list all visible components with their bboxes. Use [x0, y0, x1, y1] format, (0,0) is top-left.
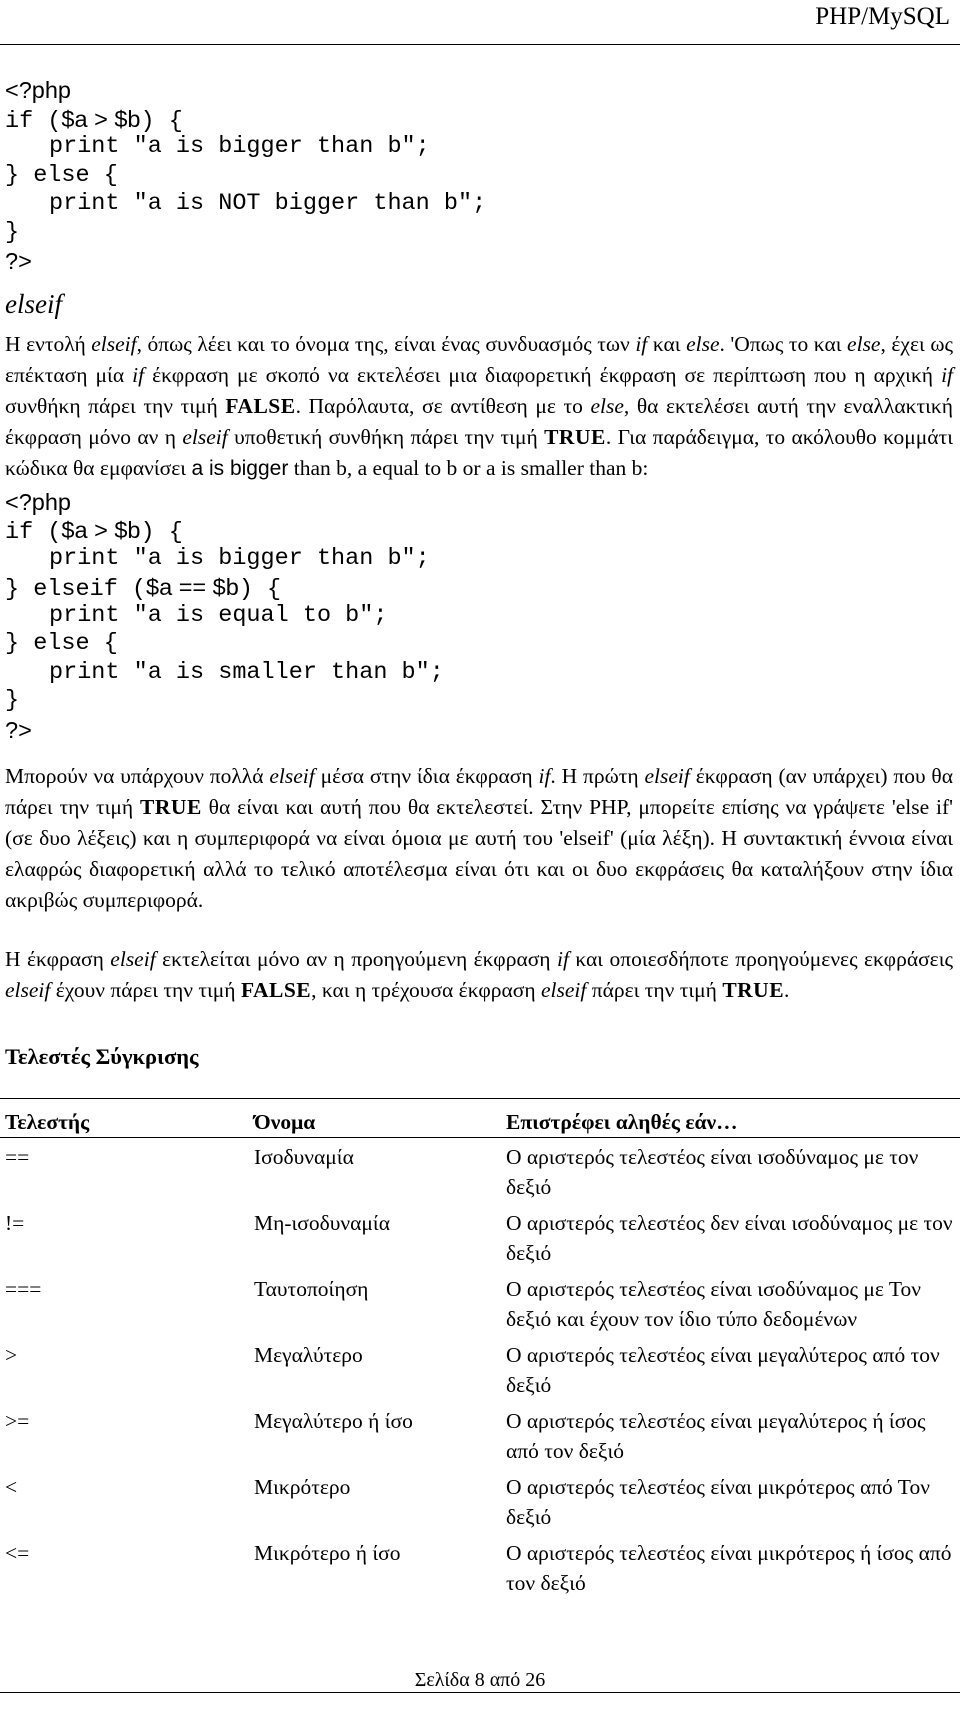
- code-token: $a > $b: [61, 517, 141, 543]
- description-cell: Ο αριστερός τελεστέος δεν είναι ισοδύναμος με τον δεξιό: [506, 1211, 953, 1265]
- text-run: if: [538, 764, 551, 788]
- name-cell: Μεγαλύτερο ή ίσο: [254, 1409, 413, 1433]
- text-run: else: [590, 393, 624, 418]
- text-run: elseif: [110, 947, 156, 971]
- text-run: elseif: [540, 978, 587, 1002]
- text-run: . Παρόλαυτα, σε αντίθεση με το: [295, 393, 591, 418]
- text-run: if: [556, 947, 569, 971]
- text-run: if: [941, 362, 954, 387]
- code-line: print "a is NOT bigger than b";: [49, 190, 487, 217]
- text-run: a is bigger: [191, 456, 289, 480]
- code-example-elseif: [5, 488, 953, 745]
- description-cell: Ο αριστερός τελεστέος είναι μεγαλύτερος ή ίσος από τον δεξιό: [506, 1409, 926, 1463]
- operator-cell: <=: [5, 1541, 30, 1565]
- page-header: [0, 0, 960, 45]
- text-run: if: [635, 331, 648, 356]
- text-run: .: [784, 978, 790, 1002]
- code-line: [5, 573, 953, 602]
- text-run: TRUE: [544, 424, 606, 449]
- text-run: FALSE: [240, 978, 312, 1002]
- code-token: if (: [5, 107, 62, 135]
- text-run: , έχει ως επέκταση μία: [5, 331, 953, 387]
- header-title: PHP/MySQL: [815, 3, 950, 30]
- text-run: εκτελείται μόνο αν η προηγούμενη έκφραση: [155, 947, 557, 971]
- text-run: if: [132, 362, 145, 387]
- comparison-operators-table: [0, 1098, 960, 1600]
- code-token: ) {: [238, 576, 282, 603]
- code-line: print "a is bigger than b";: [49, 544, 430, 572]
- text-run: συνθήκη πάρει την τιμή: [5, 393, 226, 418]
- text-run: elseif: [644, 764, 690, 788]
- text-run: elseif: [91, 331, 137, 356]
- text-run: θα είναι και αυτή που θα εκτελεστεί. Στην PHP, μπορείτε επίσης να γράψετε 'else if' (σε δυο λέξεις) και η συμπεριφορά να είναι όμοια με αυτή του 'elseif' (μία λέξη). Η συντακτική έννοια είναι ελαφρώς διαφορετική αλλά το τελικό αποτέλεσμα είναι ότι και οι δυο εκφράσεις θα καταλήξουν στην ίδια ακριβώς συμπεριφορά.: [5, 795, 953, 912]
- text-run: πάρει την τιμή: [586, 978, 723, 1002]
- page-content: [5, 76, 953, 1600]
- table-row: [0, 1138, 960, 1205]
- spacer: [5, 744, 953, 761]
- text-run: else: [686, 331, 720, 356]
- code-line: ?>: [5, 248, 32, 274]
- operator-cell: !=: [5, 1211, 25, 1235]
- column-header: Όνομα: [249, 1099, 501, 1138]
- text-run: FALSE: [225, 393, 296, 418]
- name-cell: Μη-ισοδυναμία: [254, 1211, 390, 1235]
- text-run: elseif: [269, 764, 315, 788]
- text-run: έκφραση με σκοπό να εκτελέσει μια διαφορετική έκφραση σε περίπτωση που η αρχική: [144, 362, 942, 387]
- table-row: [0, 1468, 960, 1534]
- name-cell: Ταυτοποίηση: [254, 1277, 369, 1301]
- code-token: $a > $b: [61, 105, 141, 132]
- section-title: Τελεστές Σύγκρισης: [5, 1044, 199, 1069]
- text-run: else: [847, 331, 881, 356]
- code-line: <?php: [5, 488, 72, 515]
- name-cell: Μεγαλύτερο: [254, 1343, 363, 1367]
- code-line: }: [5, 687, 20, 714]
- table-row: [0, 1336, 960, 1402]
- text-run: than b, a equal to b or a is smaller than b:: [288, 455, 649, 480]
- text-run: Η εντολή: [5, 331, 92, 356]
- description-cell: Ο αριστερός τελεστέος είναι ισοδύναμος με Τον δεξιό και έχουν τον ίδιο τύπο δεδομένων: [506, 1277, 921, 1331]
- text-run: . Για παράδειγμα, το ακόλουθο κομμάτι κώδικα θα εμφανίσει: [5, 424, 953, 480]
- name-cell: Μικρότερο ή ίσο: [254, 1541, 401, 1565]
- text-run: elseif: [182, 424, 228, 449]
- text-run: μέσα στην ίδια έκφραση: [314, 764, 539, 788]
- code-line: print "a is smaller than b";: [49, 658, 444, 686]
- column-header: Επιστρέφει αληθές εάν…: [501, 1099, 960, 1138]
- text-run: Μπορούν να υπάρχουν πολλά: [5, 764, 270, 788]
- operator-cell: >=: [5, 1409, 30, 1433]
- code-token: ) {: [140, 519, 183, 546]
- code-line: ?>: [5, 716, 32, 743]
- code-line: print "a is equal to b";: [49, 601, 388, 629]
- text-run: Η έκφραση: [5, 947, 111, 971]
- table-row: [0, 1270, 960, 1336]
- operator-cell: >: [5, 1343, 18, 1367]
- code-token: } elseif (: [5, 576, 147, 603]
- code-token: if (: [5, 519, 62, 546]
- description-cell: Ο αριστερός τελεστέος είναι μικρότερος από Τον δεξιό: [506, 1475, 930, 1529]
- text-run: έκφραση (αν υπάρχει) που θα πάρει την τιμή: [5, 764, 953, 819]
- code-line: }: [5, 218, 20, 246]
- code-line: [5, 105, 953, 134]
- code-line: } else {: [5, 161, 118, 189]
- spacer: [5, 916, 953, 944]
- text-run: elseif: [5, 978, 51, 1002]
- text-run: , θα εκτελέσει αυτή την εναλλακτική έκφραση μόνο αν η: [5, 393, 953, 449]
- text-run: . Η πρώτη: [550, 764, 645, 788]
- operator-cell: <: [5, 1475, 18, 1499]
- paragraph-elseif-condition: [5, 944, 953, 1006]
- description-cell: Ο αριστερός τελεστέος είναι μικρότερος ή ίσος από τον δεξιό: [506, 1541, 952, 1595]
- code-line: [5, 516, 953, 545]
- text-run: , όπως λέει και το όνομα της, είναι ένας συνδυασμός των: [136, 331, 636, 356]
- spacer: [5, 1006, 953, 1042]
- text-run: και: [647, 331, 687, 356]
- text-run: έχουν πάρει την τιμή: [50, 978, 241, 1002]
- code-line: <?php: [5, 77, 72, 103]
- code-token: ) {: [140, 107, 183, 135]
- text-run: . 'Οπως το και: [719, 331, 848, 356]
- page-footer: [0, 1669, 960, 1693]
- text-run: , και η τρέχουσα έκφραση: [311, 978, 541, 1002]
- code-example-if-else: [5, 76, 953, 276]
- name-cell: Μικρότερο: [254, 1475, 351, 1499]
- code-line: } else {: [5, 630, 118, 657]
- code-line: print "a is bigger than b";: [49, 133, 430, 160]
- description-cell: Ο αριστερός τελεστέος είναι ισοδύναμος με τον δεξιό: [506, 1145, 919, 1199]
- text-run: και οποιεσδήποτε προηγούμενες εκφράσεις: [568, 947, 953, 971]
- paragraph-elseif-intro: [5, 329, 953, 484]
- text-run: TRUE: [722, 978, 785, 1002]
- description-cell: Ο αριστερός τελεστέος είναι μεγαλύτερος από τον δεξιό: [506, 1343, 940, 1397]
- text-run: TRUE: [140, 795, 202, 819]
- table-header-row: [0, 1099, 960, 1138]
- paragraph-multiple-elseif: [5, 761, 953, 916]
- table-row: [0, 1204, 960, 1270]
- table-row: [0, 1534, 960, 1600]
- table-row: [0, 1402, 960, 1468]
- page-number: Σελίδα 8 από 26: [414, 1669, 546, 1691]
- operator-cell: ==: [5, 1145, 30, 1169]
- column-header: Τελεστής: [0, 1099, 249, 1138]
- operator-cell: ===: [5, 1277, 42, 1301]
- code-token: $a == $b: [146, 574, 239, 600]
- elseif-heading: elseif: [5, 288, 62, 319]
- name-cell: Ισοδυναμία: [254, 1145, 354, 1169]
- text-run: υποθετική συνθήκη πάρει την τιμή: [227, 424, 545, 449]
